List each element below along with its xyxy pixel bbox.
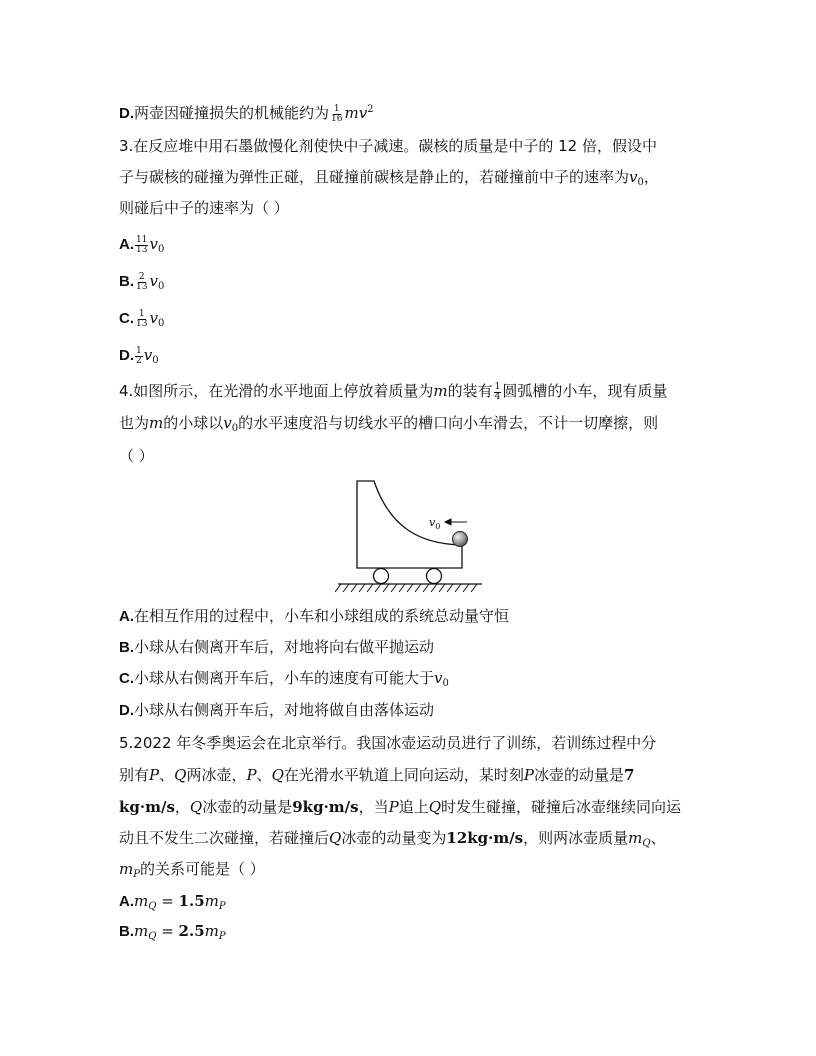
- subscript: Q: [642, 838, 651, 849]
- q5-option-a: [119, 891, 226, 917]
- text: 的水平速度沿与切线水平的槽口向小车滑去，不计一切摩擦，则: [238, 414, 659, 432]
- option-label: D.: [119, 105, 134, 122]
- subscript: 0: [152, 355, 159, 366]
- subscript: 0: [231, 423, 239, 434]
- option-label: A.: [119, 893, 134, 910]
- math-var: m: [149, 414, 164, 432]
- math-var: m: [134, 892, 149, 910]
- option-label: D.: [119, 702, 134, 719]
- fraction-numerator: 1: [138, 308, 145, 319]
- subscript: P: [218, 901, 226, 912]
- q4-option-a: [119, 606, 509, 627]
- text: 的装有: [447, 382, 493, 400]
- subscript: Q: [148, 901, 157, 912]
- subscript: P: [218, 931, 226, 942]
- ball: [453, 532, 468, 547]
- q3-line-2: [119, 167, 659, 193]
- math-var: v: [223, 414, 232, 432]
- q5-option-b: [119, 921, 226, 947]
- math-var: P: [523, 766, 534, 784]
- text: 、: [650, 829, 666, 847]
- math-var: Q: [329, 829, 342, 847]
- velocity-arrow: [445, 519, 467, 525]
- equals: =: [156, 922, 179, 940]
- subscript: 0: [157, 244, 165, 255]
- option-label: D.: [119, 347, 134, 364]
- text: 、: [256, 766, 272, 784]
- fraction-numerator: 11: [136, 234, 148, 245]
- option-label: B.: [119, 923, 134, 940]
- math-var: v: [434, 669, 443, 687]
- text: 子与碳核的碰撞为弹性正碰，且碰撞前碳核是静止的，若碰撞前中子的速率为: [119, 168, 630, 186]
- q4-option-d: [119, 700, 434, 721]
- cart-wheel-left: [374, 569, 389, 584]
- q3-option-b: [119, 271, 164, 297]
- math-var: Q: [174, 766, 187, 784]
- option-label: A.: [119, 608, 134, 625]
- text: 在光滑水平轨道上同向运动，某时刻: [283, 766, 524, 784]
- option-text: 两壶因碰撞损失的机械能约为: [134, 104, 330, 122]
- text: 动且不发生二次碰撞，若碰撞后: [119, 829, 330, 847]
- math-var: Q: [189, 798, 203, 816]
- velocity-label: [429, 516, 440, 531]
- math-var: m: [204, 922, 219, 940]
- text: ，则两冰壶质量: [523, 829, 629, 847]
- text: 追上: [398, 798, 429, 816]
- q3-option-d: [119, 345, 159, 371]
- fraction-numerator: 1: [333, 103, 340, 114]
- q4-option-b: [119, 637, 434, 658]
- velocity-symbol: v: [429, 516, 436, 529]
- text: 别有: [119, 766, 150, 784]
- fraction-denominator: 16: [331, 113, 343, 124]
- math-var: v: [143, 346, 153, 364]
- cart-wheel-right: [427, 569, 442, 584]
- option-label: B.: [119, 273, 134, 290]
- math-var: m: [628, 829, 643, 847]
- math-var: Q: [428, 798, 442, 816]
- equals: =: [156, 892, 179, 910]
- text: 圆弧槽的小车，现有质量: [502, 382, 668, 400]
- number: 1.5: [178, 892, 205, 910]
- text: 也为: [119, 414, 150, 432]
- math-var: m: [433, 382, 448, 400]
- fraction-denominator: 13: [136, 244, 148, 255]
- text: ，: [643, 168, 659, 186]
- subscript: 0: [157, 318, 165, 329]
- math-var: v: [149, 272, 158, 290]
- math-var: m: [134, 922, 149, 940]
- number: 9kg·m/s: [292, 798, 359, 816]
- fraction-numerator: 2: [138, 271, 145, 282]
- math-var: P: [388, 798, 399, 816]
- fraction: [135, 273, 148, 292]
- q2-option-d: [119, 100, 374, 124]
- q3-option-c: [119, 308, 164, 334]
- cart-figure: [335, 476, 485, 598]
- fraction: [135, 347, 143, 366]
- text: 、: [159, 766, 175, 784]
- q3-line-1: 3.在反应堆中用石墨做慢化剂使快中子减速。碳核的质量是中子的 12 倍，假设中: [119, 137, 657, 155]
- text: ，当: [358, 798, 389, 816]
- ground-hatching: [335, 584, 482, 592]
- q5-line-1: 5.2022 年冬季奥运会在北京举行。我国冰壶运动员进行了训练，若训练过程中分: [119, 734, 657, 752]
- fraction-numerator: 1: [136, 345, 142, 356]
- text: ，: [174, 798, 190, 816]
- q4-line-1: [119, 381, 667, 402]
- text: 冰壶的动量是: [533, 766, 624, 784]
- q4-line-3: （ ）: [119, 447, 154, 465]
- fraction-denominator: 13: [136, 281, 148, 292]
- text: 的小球以: [163, 414, 224, 432]
- math-var: v: [149, 309, 158, 327]
- unit: kg·m/s: [119, 798, 175, 816]
- option-text: 在相互作用的过程中，小车和小球组成的系统总动量守恒: [134, 607, 510, 625]
- math-var: v: [149, 235, 158, 253]
- option-label: C.: [119, 670, 134, 687]
- fraction-numerator: 1: [494, 381, 501, 392]
- q5-line-2: [119, 765, 634, 785]
- option-label: A.: [119, 236, 134, 253]
- math-var: P: [149, 766, 160, 784]
- text: 冰壶的动量变为: [341, 829, 447, 847]
- fraction: [330, 105, 343, 124]
- fraction-denominator: 2: [136, 355, 142, 366]
- fraction: [494, 383, 502, 402]
- subscript: 0: [442, 678, 449, 689]
- math-var: m: [204, 892, 219, 910]
- fraction: [135, 236, 148, 255]
- math-var: P: [246, 766, 257, 784]
- option-text: 小球从右侧离开车后，对地将做自由落体运动: [134, 701, 435, 719]
- cart-body: [357, 481, 462, 568]
- q3-option-a: [119, 234, 164, 260]
- subscript: Q: [148, 931, 157, 942]
- fraction-denominator: 13: [136, 318, 148, 329]
- fraction-denominator: 4: [494, 391, 501, 402]
- q5-line-4: [119, 828, 666, 854]
- number: 2.5: [178, 922, 205, 940]
- text: 冰壶的动量是: [202, 798, 293, 816]
- q5-line-3: [119, 797, 681, 817]
- text: 时发生碰撞，碰撞后冰壶继续同向运: [441, 798, 682, 816]
- exponent: 2: [367, 104, 374, 115]
- subscript: P: [133, 869, 140, 880]
- number: 12kg·m/s: [446, 829, 524, 847]
- q4-line-2: [119, 413, 658, 439]
- q3-line-3: 则碰后中子的速率为（ ）: [119, 199, 289, 217]
- math-expr: mv: [344, 104, 368, 122]
- fraction: [135, 310, 148, 329]
- subscript: 0: [157, 281, 165, 292]
- text: 两冰壶，: [186, 766, 247, 784]
- math-var: m: [119, 860, 134, 878]
- q4-option-c: [119, 668, 449, 694]
- velocity-subscript: 0: [435, 522, 441, 531]
- option-label: B.: [119, 639, 134, 656]
- math-var: Q: [271, 766, 284, 784]
- text: 4.如图所示，在光滑的水平地面上停放着质量为: [119, 382, 434, 400]
- option-text: 小球从右侧离开车后，对地将向右做平抛运动: [134, 638, 435, 656]
- math-var: v: [629, 168, 638, 186]
- option-text: 小球从右侧离开车后，小车的速度有可能大于: [134, 669, 435, 687]
- subscript: 0: [637, 177, 644, 188]
- text: 的关系可能是（ ）: [139, 860, 265, 878]
- q5-line-5: [119, 859, 265, 885]
- number: 7: [624, 766, 635, 784]
- option-label: C.: [119, 310, 134, 327]
